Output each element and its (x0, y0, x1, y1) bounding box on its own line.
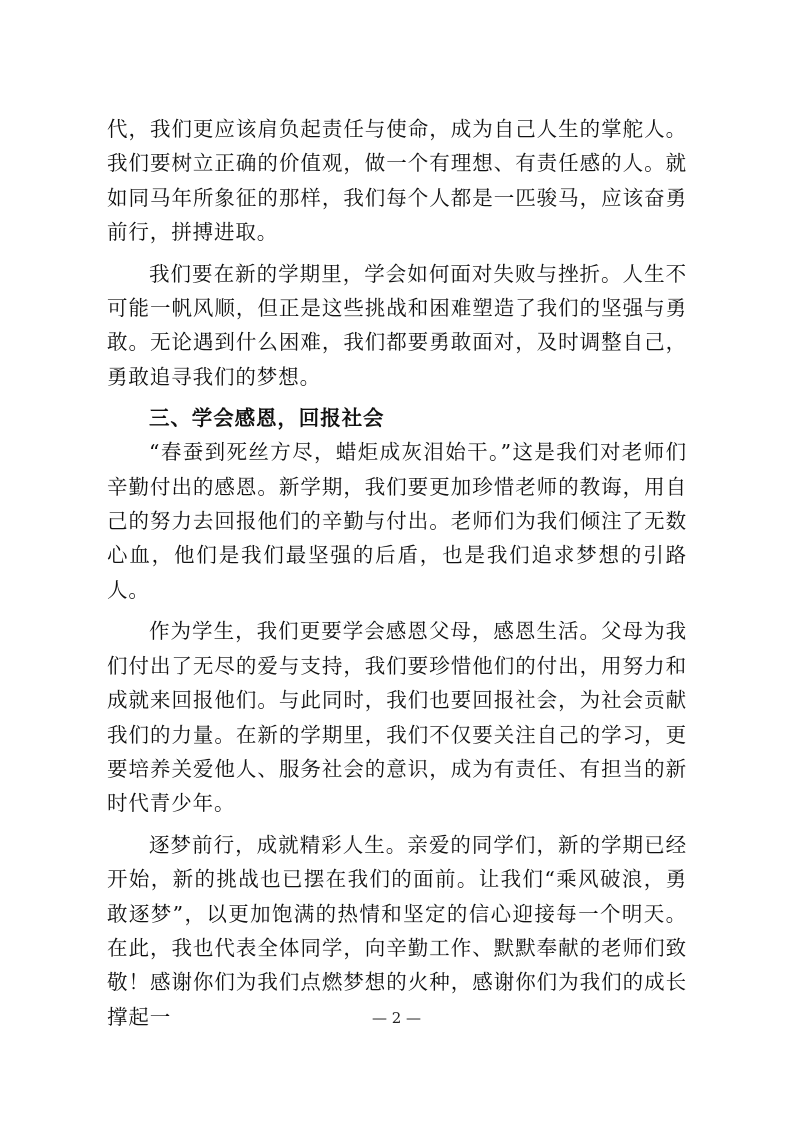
document-body (107, 112, 687, 1034)
page-number: — 2 — (371, 1009, 422, 1027)
section-heading: 三、学会感恩，回报社会 (149, 406, 385, 431)
paragraph-closing: 逐梦前行，成就精彩人生。亲爱的同学们，新的学期已经开始，新的挑战也已摆在我们的面前。让我们“乘风破浪，勇敢逐梦”，以更加饱满的热情和坚定的信心迎接每一个明天。在此，我也代表全体同学，向辛勤工作、默默奉献的老师们致敬！感谢你们为我们点燃梦想的火种，感谢你们为我们的成长撑起一 (107, 832, 687, 1029)
paragraph-continuation: 代，我们更应该肩负起责任与使命，成为自己人生的掌舵人。我们要树立正确的价值观，做一个有理想、有责任感的人。就如同马年所象征的那样，我们每个人都是一匹骏马，应该奋勇前行，拼搏进取。 (107, 117, 687, 245)
paragraph-failure-setbacks: 我们要在新的学期里，学会如何面对失败与挫折。人生不可能一帆风顺，但正是这些挑战和困难塑造了我们的坚强与勇敢。无论遇到什么困难，我们都要勇敢面对，及时调整自己，勇敢追寻我们的梦想。 (107, 261, 687, 389)
paragraph-parents-society: 作为学生，我们更要学会感恩父母，感恩生活。父母为我们付出了无尽的爱与支持，我们要珍惜他们的付出，用努力和成就来回报他们。与此同时，我们也要回报社会，为社会贡献我们的力量。在新的学期里，我们不仅要关注自己的学习，更要培养关爱他人、服务社会的意识，成为有责任、有担当的新时代青少年。 (107, 619, 687, 816)
paragraph-teachers-gratitude: “春蚕到死丝方尽，蜡炬成灰泪始干。”这是我们对老师们辛勤付出的感恩。新学期，我们要更加珍惜老师的教诲，用自己的努力去回报他们的辛勤与付出。老师们为我们倾注了无数心血，他们是我们最坚强的后盾，也是我们追求梦想的引路人。 (107, 440, 687, 602)
